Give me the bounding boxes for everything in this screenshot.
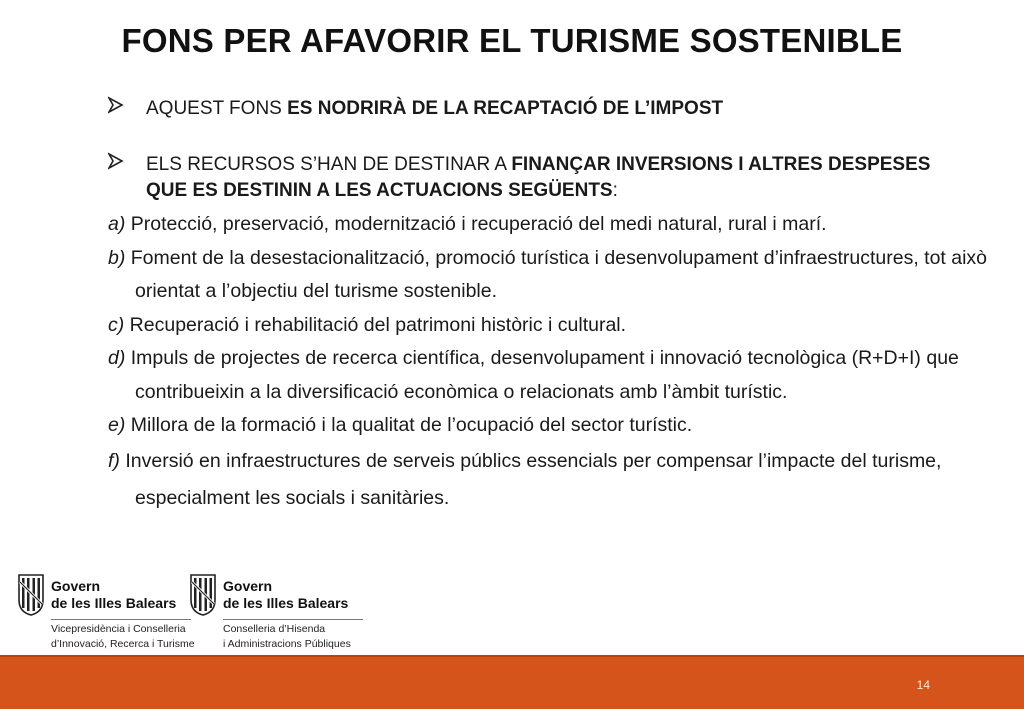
logo-line1: Govern [223,578,273,594]
footer-logos [16,572,416,658]
actions-list [108,208,988,517]
list-item [108,309,988,343]
page-number: 14 [916,678,930,692]
item-letter: f) [108,449,120,472]
item-text: Foment de la desestacionalització, promoció turística i desenvolupament d’infraestructures, tot això orientat a l’objectiu del turisme sostenible. [125,246,988,302]
footer-bar [0,657,1024,709]
bullet-text-bold: ES NODRIRÀ DE LA RECAPTACIÓ DE L’IMPOST [287,98,724,119]
logo-text [223,578,348,612]
coat-of-arms-icon [188,572,218,616]
item-letter: d) [108,347,126,369]
bullet-text [146,96,958,122]
item-letter: c) [108,313,125,336]
bullet-text-after: : [612,180,618,201]
logo-line1: Govern [51,578,101,594]
item-text: Impuls de projectes de recerca científica, desenvolupament i innovació tecnològica (R+D+I) que contribueixin a la diversificació econòmica o relacionats amb l’àmbit turístic. [125,347,959,403]
slide-title: FONS PER AFAVORIR EL TURISME SOSTENIBLE [121,22,903,59]
list-item [108,242,988,309]
dept-line1: Conselleria d’Hisenda [223,623,326,635]
item-letter: b) [108,246,126,269]
arrow-bullet-icon [108,96,132,122]
list-item [108,409,988,443]
logo-line2: de les Illes Balears [51,595,177,611]
logo-divider [223,619,363,620]
bullet-text-normal: ELS RECURSOS S’HAN DE DESTINAR A [146,154,512,175]
coat-of-arms-icon [16,572,46,616]
logo-divider [51,619,191,620]
list-item [108,443,988,517]
logo-line2: de les Illes Balears [223,595,349,611]
bullet-resource-destination [108,152,958,204]
logo-department [51,622,195,652]
dept-line1: Vicepresidència i Conselleria [51,623,186,635]
item-letter: a) [108,213,126,235]
item-letter: e) [108,414,126,436]
arrow-bullet-icon [108,152,132,178]
item-text: Inversió en infraestructures de serveis públics essencials per compensar l’impacte del turisme, especialment les socials i sanitàries. [119,449,942,509]
item-text: Protecció, preservació, modernització i recuperació del medi natural, rural i marí. [125,213,827,235]
item-text: Millora de la formació i la qualitat de l’ocupació del sector turístic. [125,414,693,436]
bullet-text-bold: FINANÇAR INVERSIONS I ALTRES DESPESES QUE ES DESTININ A LES ACTUACIONS SEGÜENTS [146,154,931,201]
dept-line2: i Administracions Públiques [223,638,351,650]
list-item [108,208,988,242]
dept-line2: d’Innovació, Recerca i Turisme [51,638,195,650]
bullet-funding-source [108,96,958,122]
item-text: Recuperació i rehabilitació del patrimoni històric i cultural. [124,313,627,336]
list-item [108,342,988,409]
bullet-text [146,152,958,204]
logo-text [51,578,176,612]
bullet-text-normal: AQUEST FONS [146,98,288,119]
logo-department [223,622,351,652]
